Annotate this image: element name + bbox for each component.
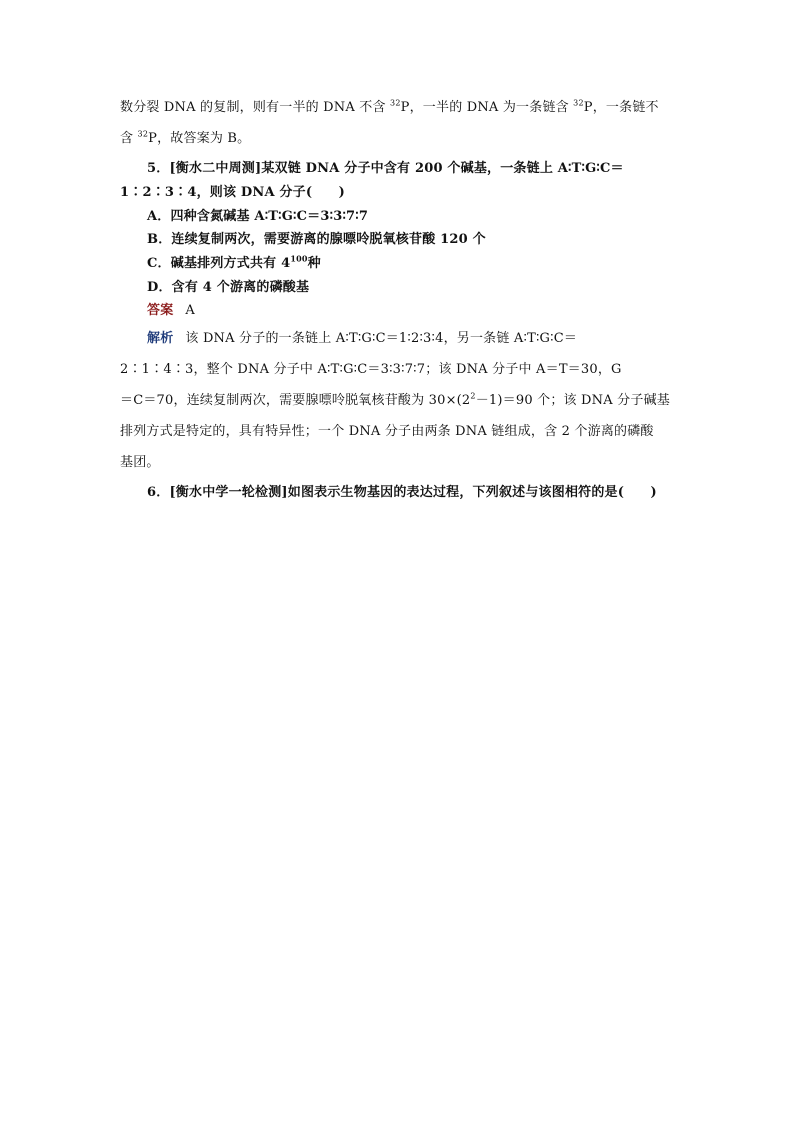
text-line-2: 含 $^{32}$P，故答案为 B。 (120, 129, 251, 146)
option-d: D．含有 4 个游离的磷酸基 (147, 280, 310, 295)
text-line-1: 数分裂 DNA 的复制，则有一半的 DNA 不含 $^{32}$P，一半的 DNA 为一条链含 $^{32}$P，一条链不 (120, 98, 659, 115)
answer-label: 答案 (147, 303, 174, 318)
analysis-line-2: 2∶1∶4∶3，整个 DNA 分子中 A∶T∶G∶C＝3∶3∶7∶7；该 DNA 分子中 A＝T＝30，G (120, 362, 622, 377)
question-6-stem: 6．[衡水中学一轮检测]如图表示生物基因的表达过程，下列叙述与该图相符的是( ) (147, 485, 657, 500)
question-5-stem-cont: 1∶2∶3∶4，则该 DNA 分子( ) (120, 185, 345, 200)
answer-value: A (185, 303, 195, 318)
question-5-stem: 5．[衡水二中周测]某双链 DNA 分子中含有 200 个碱基，一条链上 A∶T∶G∶C＝ (147, 161, 624, 176)
option-a: A．四种含氮碱基 A∶T∶G∶C＝3∶3∶7∶7 (147, 209, 369, 224)
answer-line (147, 303, 707, 319)
analysis-label: 解析 (147, 331, 174, 346)
analysis-line-1: 解析 该 DNA 分子的一条链上 A∶T∶G∶C＝1∶2∶3∶4，另一条链 A∶T∶G∶C＝ (147, 331, 578, 346)
analysis-line-5: 基团。 (120, 455, 160, 470)
option-b: B．连续复制两次，需要游离的腺嘌呤脱氧核苷酸 120 个 (147, 232, 486, 247)
analysis-line-3: ＝C＝70，连续复制两次，需要腺嘌呤脱氧核苷酸为 $30\times(2^2-1)=90$ 个；该 DNA 分子碱基 (120, 391, 670, 408)
option-c: C．碱基排列方式共有 $4^{100}$种 (147, 253, 321, 271)
analysis-line-4: 排列方式是特定的，具有特异性；一个 DNA 分子由两条 DNA 链组成，含 2 个游离的磷酸 (120, 424, 654, 439)
